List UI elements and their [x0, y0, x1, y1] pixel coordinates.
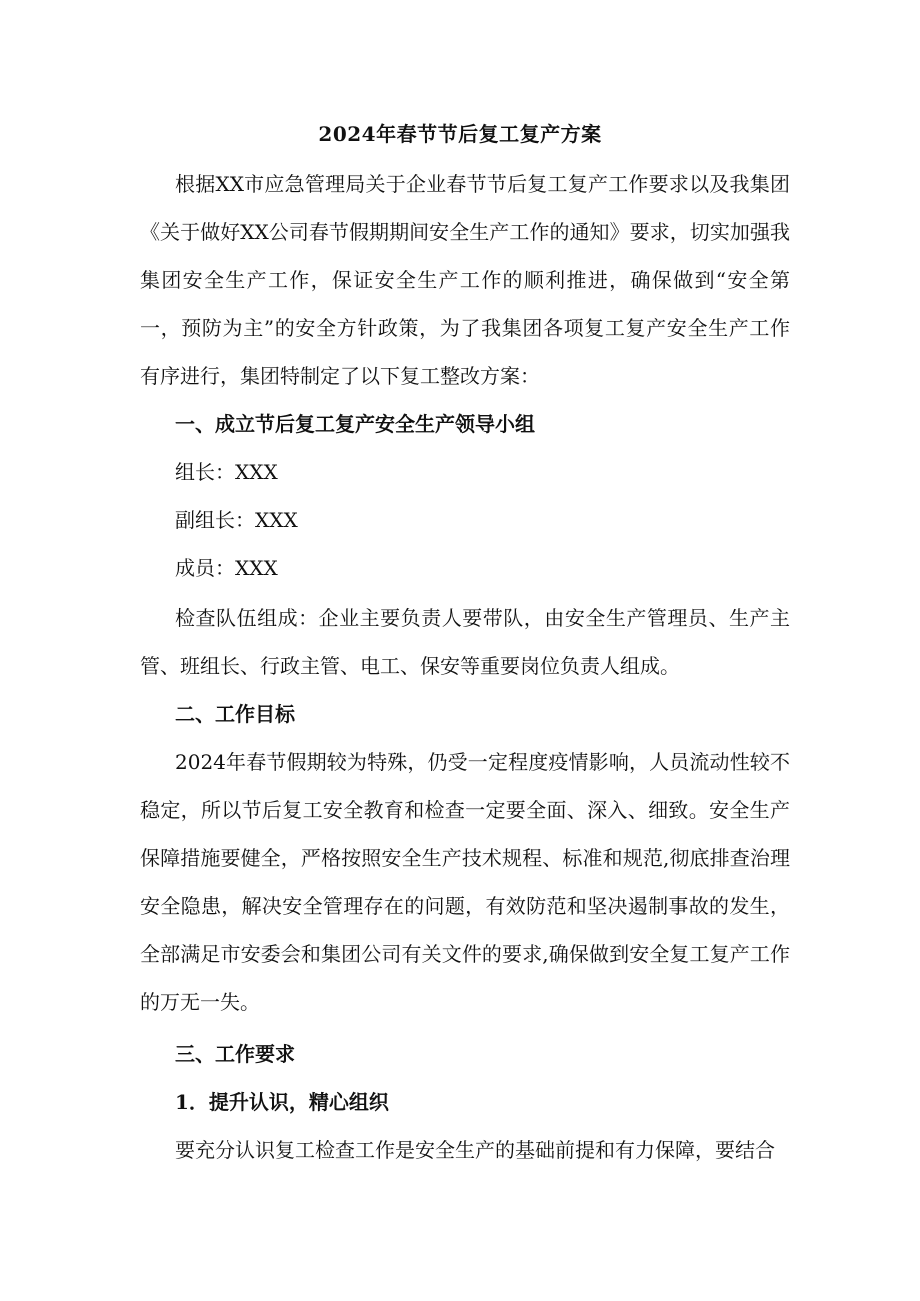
- members-line: 成员：XXX: [175, 556, 278, 580]
- leader-line: 组长：XXX: [175, 460, 278, 484]
- section1-heading: 一、成立节后复工复产安全生产领导小组: [175, 412, 535, 436]
- section3-heading: 三、工作要求: [175, 1042, 295, 1066]
- section2-heading: 二、工作目标: [175, 702, 295, 726]
- subsection1-heading: 1．提升认识，精心组织: [175, 1090, 389, 1114]
- document-title: 2024年春节节后复工复产方案: [318, 122, 602, 146]
- work-goal-paragraph: 2024年春节假期较为特殊，仍受一定程度疫情影响，人员流动性较不稳定，所以节后复工安全教育和检查一定要全面、深入、细致。安全生产保障措施要健全，严格按照安全生产技术规程、标准和规范,彻底排查治理安全隐患，解决安全管理存在的问题，有效防范和坚决遏制事故的发生，全部满足市安委会和集团公司有关文件的要求,确保做到安全复工复产工作的万无一失。: [140, 750, 790, 1014]
- subsection1-paragraph: 要充分认识复工检查工作是安全生产的基础前提和有力保障，要结合: [175, 1138, 775, 1162]
- inspection-team-paragraph: 检查队伍组成：企业主要负责人要带队，由安全生产管理员、生产主管、班组长、行政主管、电工、保安等重要岗位负责人组成。: [140, 606, 790, 678]
- intro-paragraph: 根据XX市应急管理局关于企业春节节后复工复产工作要求以及我集团《关于做好XX公司春节假期期间安全生产工作的通知》要求，切实加强我集团安全生产工作，保证安全生产工作的顺利推进，确保做到“安全第一，预防为主”的安全方针政策，为了我集团各项复工复产安全生产工作有序进行，集团特制定了以下复工整改方案：: [140, 172, 790, 388]
- deputy-leader-line: 副组长：XXX: [175, 508, 298, 532]
